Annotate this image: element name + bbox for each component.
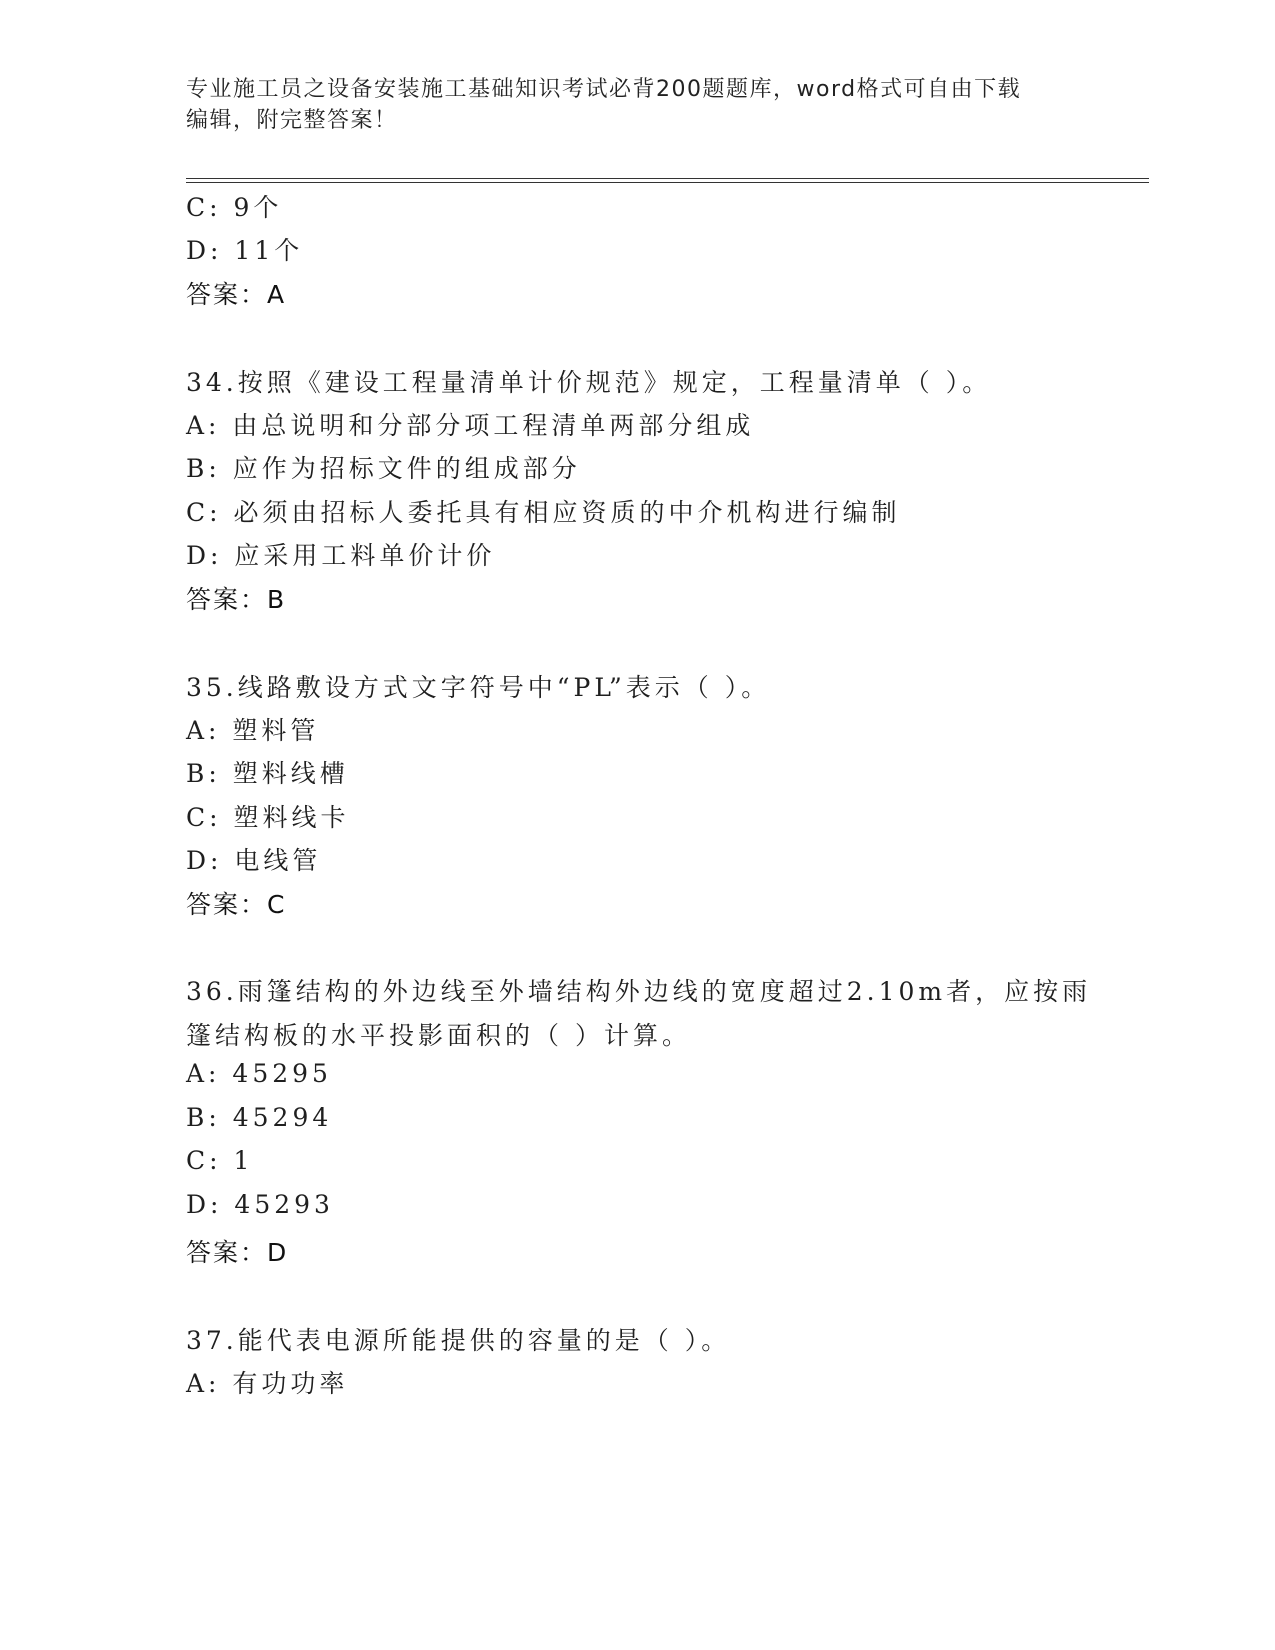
option-b: B: 塑料线槽 <box>186 759 349 788</box>
header-title-line-1: 专业施工员之设备安装施工基础知识考试必背200题题库，word格式可自由下载 <box>186 77 1022 102</box>
question-stem: 37.能代表电源所能提供的容量的是（ ）。 <box>186 1326 731 1355</box>
question-stem-line-2: 篷结构板的水平投影面积的（ ）计算。 <box>186 1021 691 1050</box>
answer-line: 答案：B <box>186 585 287 614</box>
question-stem: 34.按照《建设工程量清单计价规范》规定，工程量清单（ ）。 <box>186 368 992 397</box>
option-d: D: 45293 <box>186 1190 334 1219</box>
header-divider-top <box>186 178 1149 179</box>
option-c: C: 1 <box>186 1146 254 1175</box>
option-a: A: 有功功率 <box>186 1369 349 1398</box>
option-d: D: 电线管 <box>186 846 322 875</box>
option-d: D: 应采用工料单价计价 <box>186 541 496 570</box>
option-c: C: 塑料线卡 <box>186 803 350 832</box>
answer-line: 答案：D <box>186 1238 289 1267</box>
answer-line: 答案：C <box>186 890 287 919</box>
option-c: C: 9个 <box>186 193 283 222</box>
option-b: B: 45294 <box>186 1103 333 1132</box>
option-a: A: 塑料管 <box>186 716 320 745</box>
option-a: A: 由总说明和分部分项工程清单两部分组成 <box>186 411 755 440</box>
header-divider-bottom <box>186 182 1149 183</box>
option-b: B: 应作为招标文件的组成部分 <box>186 454 581 483</box>
document-header <box>186 74 1086 136</box>
option-c: C: 必须由招标人委托具有相应资质的中介机构进行编制 <box>186 498 901 527</box>
answer-line: 答案：A <box>186 280 287 309</box>
question-stem: 35.线路敷设方式文字符号中“PL”表示（ ）。 <box>186 673 771 702</box>
option-a: A: 45295 <box>186 1059 332 1088</box>
header-title-line-2: 编辑，附完整答案！ <box>186 108 398 133</box>
option-d: D: 11个 <box>186 236 304 265</box>
question-stem-line-1: 36.雨篷结构的外边线至外墙结构外边线的宽度超过2.10m者，应按雨 <box>186 977 1092 1006</box>
